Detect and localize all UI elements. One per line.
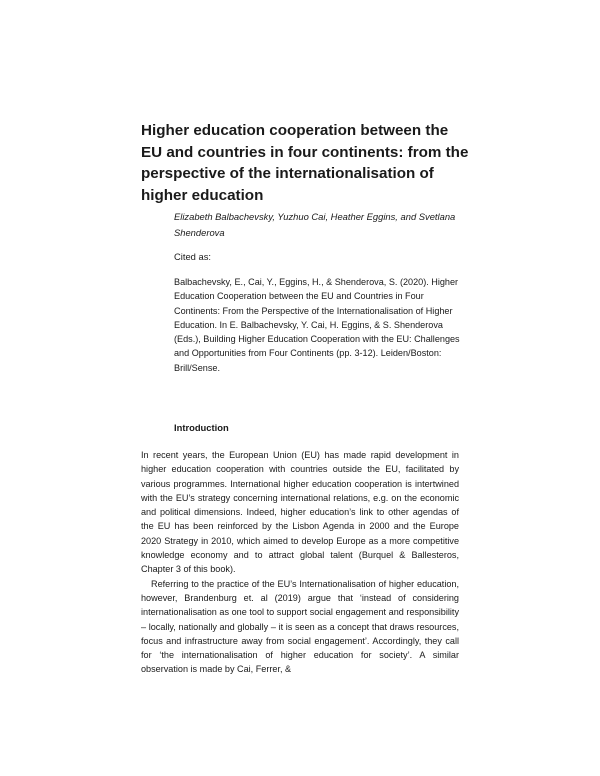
cited-as-label: Cited as: (174, 251, 211, 262)
paragraph: Referring to the practice of the EU’s Internationalisation of higher education, however, Brandenburg et. al (2019) argue that ‘instead of considering internationalisation as one tool to support social engagement and responsibility – locally, nationally and globally – it is seen as a concept that draws resources, focus and infrastructure away from social engagement’. Accordingly, they call for ‘the internationalisation of higher education for society’. A similar observation is made by Cai, Ferrer, & (141, 578, 459, 675)
document-title: Higher education cooperation between the EU and countries in four continents: from the perspective of the internationalisation of higher education (141, 122, 469, 204)
author-list: Elizabeth Balbachevsky, Yuzhuo Cai, Heather Eggins, and Svetlana Shenderova (174, 211, 456, 238)
citation-text: Balbachevsky, E., Cai, Y., Eggins, H., & Shenderova, S. (2020). Higher Education Cooperation between the EU and Countries in Four Continents: From the Perspective of the Internationalisation of Higher Education. In E. Balbachevsky, Y. Cai, H. Eggins, & S. Shenderova (Eds.), Building Higher Education Cooperation with the EU: Challenges and Opportunities from Four Continents (pp. 3-12). Leiden/Boston: Brill/Sense. (174, 277, 460, 373)
section-heading: Introduction (174, 422, 229, 433)
paragraph: In recent years, the European Union (EU) has made rapid development in higher education cooperation with countries outside the EU, facilitated by various programmes. International higher education cooperation is intertwined with the EU’s strategy concerning international relations, e.g. on the economic and political dimensions. Indeed, higher education’s link to other agendas of the EU has been reinforced by the Lisbon Agenda in 2000 and the Europe 2020 Strategy in 2010, which aimed to develop Europe as a more competitive knowledge economy and to attract global talent (Burquel & Ballesteros, Chapter 3 of this book). (141, 450, 459, 575)
body-text (141, 448, 459, 677)
